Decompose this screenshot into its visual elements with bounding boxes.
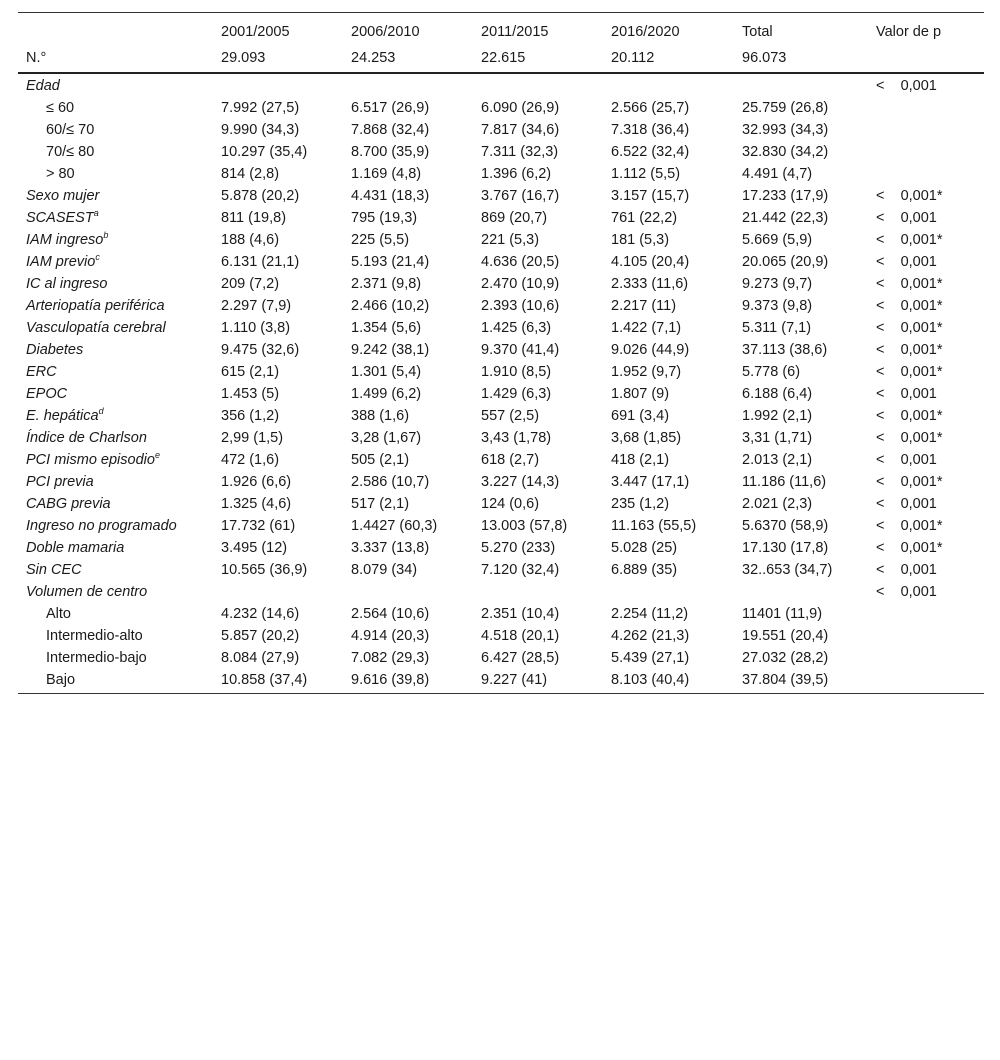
p-value-cell: < 0,001* [876, 540, 943, 556]
table-cell: 17.130 (17,8) [742, 540, 829, 556]
table-cell: 2.470 (10,9) [481, 276, 560, 292]
table-row [18, 581, 984, 603]
table-cell: 1.110 (3,8) [221, 320, 291, 336]
table-cell: 32.830 (34,2) [742, 144, 829, 160]
table-row [18, 361, 984, 383]
table-row [18, 647, 984, 669]
row-label [18, 119, 213, 141]
table-cell: 9.273 (9,7) [742, 276, 813, 292]
table-cell: 37.113 (38,6) [742, 342, 828, 358]
row-label [18, 295, 213, 317]
p-value-cell: < 0,001* [876, 518, 943, 534]
table-cell: 9.227 (41) [481, 672, 548, 688]
header-cell: 2016/2020 [611, 24, 680, 40]
table-cell [343, 581, 473, 603]
table-cell: 7.082 (29,3) [351, 650, 430, 666]
row-label-text: E. hepática [26, 408, 99, 424]
table-cell [603, 73, 734, 97]
row-label-text: Sin CEC [26, 562, 82, 578]
table-cell: 1.425 (6,3) [481, 320, 552, 336]
table-cell: 2.371 (9,8) [351, 276, 422, 292]
table-cell: 1.325 (4,6) [221, 496, 292, 512]
table-row [18, 163, 984, 185]
p-value-cell [868, 163, 984, 185]
table-cell: 9.475 (32,6) [221, 342, 300, 358]
row-label-text: PCI previa [26, 474, 94, 490]
row-label [18, 515, 213, 537]
table-cell: 1.4427 (60,3) [351, 518, 438, 534]
p-value-cell [868, 141, 984, 163]
p-value-cell: < 0,001* [876, 342, 943, 358]
table-cell: 9.616 (39,8) [351, 672, 430, 688]
row-label-text: PCI mismo episodio [26, 452, 155, 468]
footnote-marker: e [154, 450, 160, 461]
table-cell: 9.373 (9,8) [742, 298, 813, 314]
table-cell: 10.858 (37,4) [221, 672, 308, 688]
table-cell: 5.193 (21,4) [351, 254, 430, 270]
header-cell: 2001/2005 [221, 24, 290, 40]
table-cell: 181 (5,3) [611, 232, 670, 248]
table-cell: 188 (4,6) [221, 232, 280, 248]
p-value-cell: < 0,001 [876, 78, 937, 94]
table-row [18, 427, 984, 449]
table-cell: 761 (22,2) [611, 210, 678, 226]
table-cell: 2.013 (2,1) [742, 452, 813, 468]
p-value-cell: < 0,001 [876, 496, 937, 512]
table-cell: 7.868 (32,4) [351, 122, 430, 138]
table-cell: 235 (1,2) [611, 496, 670, 512]
table-cell: 221 (5,3) [481, 232, 540, 248]
row-label [18, 603, 213, 625]
table-row [18, 251, 984, 273]
table-cell: 209 (7,2) [221, 276, 280, 292]
table-row [18, 449, 984, 471]
table-cell: 1.396 (6,2) [481, 166, 552, 182]
table-cell: 3.337 (13,8) [351, 540, 430, 556]
p-value-cell: < 0,001 [876, 584, 937, 600]
table-cell: 9.990 (34,3) [221, 122, 300, 138]
p-value-cell: < 0,001* [876, 276, 943, 292]
p-value-cell [868, 625, 984, 647]
header-cell: 2011/2015 [481, 24, 549, 40]
table-cell: 1.429 (6,3) [481, 386, 552, 402]
n-row [18, 47, 984, 73]
table-cell: 8.103 (40,4) [611, 672, 690, 688]
row-label-text: 60/≤ 70 [46, 122, 95, 138]
row-label-text: EPOC [26, 386, 68, 402]
p-value-cell: < 0,001* [876, 430, 943, 446]
row-label [18, 493, 213, 515]
table-row [18, 625, 984, 647]
table-cell: 2.566 (25,7) [611, 100, 690, 116]
row-label [18, 229, 213, 251]
table-cell: 25.759 (26,8) [742, 100, 829, 116]
row-label [18, 185, 213, 207]
table-cell: 3.157 (15,7) [611, 188, 690, 204]
row-label [18, 141, 213, 163]
table-cell: 2.564 (10,6) [351, 606, 430, 622]
row-label [18, 97, 213, 119]
table-cell: 7.120 (32,4) [481, 562, 560, 578]
row-label-text: Bajo [46, 672, 76, 688]
p-value-cell: < 0,001 [876, 210, 937, 226]
table-cell: 4.431 (18,3) [351, 188, 430, 204]
p-value-cell: < 0,001* [876, 474, 943, 490]
table-row [18, 73, 984, 97]
n-row-label: N.° [18, 47, 213, 73]
table-cell: 2,99 (1,5) [221, 430, 284, 446]
row-label [18, 361, 213, 383]
table-cell: 27.032 (28,2) [742, 650, 829, 666]
row-label-text: Edad [26, 78, 60, 94]
footnote-marker: a [93, 208, 99, 219]
table-cell: 388 (1,6) [351, 408, 410, 424]
row-label-text: 70/≤ 80 [46, 144, 95, 160]
row-label-text: Índice de Charlson [26, 430, 147, 446]
table-header [18, 13, 984, 74]
table-cell: 5.778 (6) [742, 364, 801, 380]
table-cell: 5.669 (5,9) [742, 232, 813, 248]
table-cell [473, 73, 603, 97]
row-label [18, 559, 213, 581]
table-cell: 6.522 (32,4) [611, 144, 690, 160]
p-value-cell [868, 647, 984, 669]
table-cell: 6.517 (26,9) [351, 100, 430, 116]
table-cell: 7.992 (27,5) [221, 100, 300, 116]
row-label [18, 405, 213, 427]
table-row [18, 493, 984, 515]
table-cell [343, 73, 473, 97]
p-value-cell: < 0,001* [876, 364, 943, 380]
table-row [18, 207, 984, 229]
table-cell: 13.003 (57,8) [481, 518, 568, 534]
table-cell: 2.586 (10,7) [351, 474, 430, 490]
table-row [18, 603, 984, 625]
p-value-cell: < 0,001* [876, 298, 943, 314]
p-value-cell: < 0,001* [876, 232, 943, 248]
footnote-marker: c [95, 252, 100, 263]
row-label [18, 471, 213, 493]
table-cell: 2.393 (10,6) [481, 298, 560, 314]
row-label [18, 625, 213, 647]
table-cell [473, 581, 603, 603]
table-cell: 5.028 (25) [611, 540, 678, 556]
table-row [18, 229, 984, 251]
table-cell: 557 (2,5) [481, 408, 540, 424]
table-cell: 11.186 (11,6) [742, 474, 827, 490]
row-label-text: IAM previo [26, 254, 96, 270]
table-row [18, 515, 984, 537]
p-value-cell: < 0,001* [876, 320, 943, 336]
row-label-text: Alto [46, 606, 71, 622]
table-cell: 6.090 (26,9) [481, 100, 560, 116]
table-cell: 7.817 (34,6) [481, 122, 560, 138]
row-label-text: Intermedio-bajo [46, 650, 147, 666]
row-label-text: Diabetes [26, 342, 84, 358]
table-row [18, 471, 984, 493]
table-row [18, 669, 984, 694]
table-cell: 3,68 (1,85) [611, 430, 682, 446]
row-label [18, 581, 213, 603]
table-cell: 17.233 (17,9) [742, 188, 829, 204]
table-cell [603, 581, 734, 603]
header-cell: Valor de p [876, 24, 942, 40]
table-cell: 3.447 (17,1) [611, 474, 690, 490]
table-body [18, 73, 984, 694]
row-label [18, 163, 213, 185]
table-cell: 4.518 (20,1) [481, 628, 560, 644]
table-row [18, 383, 984, 405]
n-row-value: 22.615 [473, 47, 603, 73]
table-cell: 4.105 (20,4) [611, 254, 690, 270]
table-cell: 6.188 (6,4) [742, 386, 813, 402]
table-cell: 691 (3,4) [611, 408, 670, 424]
table-row [18, 295, 984, 317]
table-row [18, 273, 984, 295]
table-cell: 2.254 (11,2) [611, 606, 689, 622]
table-cell: 1.807 (9) [611, 386, 670, 402]
table-cell: 3,43 (1,78) [481, 430, 552, 446]
table-cell: 615 (2,1) [221, 364, 280, 380]
table-cell: 3.495 (12) [221, 540, 288, 556]
row-label-text: Ingreso no programado [26, 518, 177, 534]
table-cell: 2.466 (10,2) [351, 298, 430, 314]
row-label-text: SCASEST [26, 210, 94, 226]
table-cell: 5.270 (233) [481, 540, 556, 556]
table-row [18, 97, 984, 119]
table-cell: 618 (2,7) [481, 452, 540, 468]
p-value-cell: < 0,001 [876, 452, 937, 468]
table-cell [734, 581, 868, 603]
table-cell: 2.217 (11) [611, 298, 677, 314]
table-cell [213, 581, 343, 603]
table-cell: 2.351 (10,4) [481, 606, 560, 622]
table-cell: 814 (2,8) [221, 166, 280, 182]
row-label-text: ERC [26, 364, 57, 380]
header-cell: 2006/2010 [351, 24, 420, 40]
table-cell: 472 (1,6) [221, 452, 280, 468]
row-label [18, 273, 213, 295]
table-cell: 21.442 (22,3) [742, 210, 829, 226]
row-label [18, 449, 213, 471]
table-cell: 3,31 (1,71) [742, 430, 813, 446]
table-cell: 795 (19,3) [351, 210, 418, 226]
table-cell: 2.297 (7,9) [221, 298, 292, 314]
table-cell: 37.804 (39,5) [742, 672, 829, 688]
table-cell: 6.889 (35) [611, 562, 678, 578]
p-value-cell [868, 669, 984, 694]
row-label-text: CABG previa [26, 496, 111, 512]
p-value-cell: < 0,001 [876, 386, 937, 402]
row-label-text: ≤ 60 [46, 100, 75, 116]
table-cell: 1.499 (6,2) [351, 386, 422, 402]
table-cell: 7.311 (32,3) [481, 144, 559, 160]
table-row [18, 317, 984, 339]
table-cell: 1.910 (8,5) [481, 364, 552, 380]
p-value-cell: < 0,001 [876, 254, 937, 270]
table-cell: 811 (19,8) [221, 210, 287, 226]
row-label [18, 383, 213, 405]
p-value-cell: < 0,001* [876, 188, 943, 204]
p-value-cell: < 0,001 [876, 562, 937, 578]
table-cell: 1.422 (7,1) [611, 320, 682, 336]
header-cell [18, 13, 213, 48]
table-row [18, 537, 984, 559]
header-row [18, 13, 984, 48]
table-cell: 4.262 (21,3) [611, 628, 690, 644]
n-row-value: 29.093 [213, 47, 343, 73]
table-cell: 1.926 (6,6) [221, 474, 292, 490]
table-cell: 5.311 (7,1) [742, 320, 812, 336]
table-cell: 5.878 (20,2) [221, 188, 300, 204]
table-cell: 4.491 (4,7) [742, 166, 813, 182]
table-cell: 225 (5,5) [351, 232, 410, 248]
table-cell: 418 (2,1) [611, 452, 670, 468]
row-label-text: > 80 [46, 166, 75, 182]
p-value-cell [868, 119, 984, 141]
table-cell [734, 73, 868, 97]
table-cell: 32.993 (34,3) [742, 122, 829, 138]
table-cell: 11401 (11,9) [742, 606, 823, 622]
table-cell: 1.301 (5,4) [351, 364, 422, 380]
data-table-container [18, 12, 984, 694]
table-row [18, 119, 984, 141]
table-cell: 6.131 (21,1) [221, 254, 300, 270]
table-cell: 1.992 (2,1) [742, 408, 813, 424]
table-cell [213, 73, 343, 97]
row-label [18, 537, 213, 559]
table-cell: 4.914 (20,3) [351, 628, 430, 644]
p-value-cell [868, 603, 984, 625]
data-table [18, 12, 984, 694]
table-row [18, 141, 984, 163]
table-cell: 6.427 (28,5) [481, 650, 560, 666]
table-row [18, 405, 984, 427]
n-row-value: 20.112 [603, 47, 734, 73]
table-cell: 2.021 (2,3) [742, 496, 813, 512]
row-label [18, 207, 213, 229]
table-cell: 8.084 (27,9) [221, 650, 300, 666]
table-cell: 1.453 (5) [221, 386, 280, 402]
table-cell: 11.163 (55,5) [611, 518, 697, 534]
table-cell: 9.026 (44,9) [611, 342, 690, 358]
row-label-text: Vasculopatía cerebral [26, 320, 166, 336]
row-label [18, 427, 213, 449]
footnote-marker: b [103, 230, 109, 241]
n-row-value [868, 47, 984, 73]
table-row [18, 185, 984, 207]
row-label-text: IC al ingreso [26, 276, 108, 292]
table-cell: 10.565 (36,9) [221, 562, 308, 578]
row-label [18, 251, 213, 273]
row-label-text: Volumen de centro [26, 584, 148, 600]
row-label [18, 647, 213, 669]
table-cell: 517 (2,1) [351, 496, 410, 512]
table-cell: 2.333 (11,6) [611, 276, 689, 292]
table-cell: 5.857 (20,2) [221, 628, 300, 644]
table-cell: 1.354 (5,6) [351, 320, 422, 336]
table-cell: 505 (2,1) [351, 452, 410, 468]
table-cell: 1.112 (5,5) [611, 166, 681, 182]
row-label-text: Doble mamaria [26, 540, 125, 556]
table-cell: 4.232 (14,6) [221, 606, 300, 622]
row-label [18, 339, 213, 361]
table-cell: 3,28 (1,67) [351, 430, 422, 446]
row-label-text: IAM ingreso [26, 232, 104, 248]
p-value-cell [868, 97, 984, 119]
table-cell: 3.767 (16,7) [481, 188, 560, 204]
table-cell: 10.297 (35,4) [221, 144, 308, 160]
table-cell: 32..653 (34,7) [742, 562, 833, 578]
footnote-marker: d [98, 406, 104, 417]
table-cell: 8.700 (35,9) [351, 144, 430, 160]
p-value-cell: < 0,001* [876, 408, 943, 424]
table-cell: 9.242 (38,1) [351, 342, 430, 358]
row-label-text: Arteriopatía periférica [26, 298, 165, 314]
row-label-text: Sexo mujer [26, 188, 100, 204]
row-label [18, 669, 213, 694]
header-cell: Total [742, 24, 773, 40]
table-cell: 124 (0,6) [481, 496, 540, 512]
table-cell: 7.318 (36,4) [611, 122, 690, 138]
table-cell: 9.370 (41,4) [481, 342, 560, 358]
table-cell: 1.169 (4,8) [351, 166, 422, 182]
table-cell: 869 (20,7) [481, 210, 548, 226]
table-cell: 356 (1,2) [221, 408, 280, 424]
table-cell: 5.6370 (58,9) [742, 518, 829, 534]
table-cell: 17.732 (61) [221, 518, 296, 534]
table-cell: 8.079 (34) [351, 562, 418, 578]
table-cell: 5.439 (27,1) [611, 650, 690, 666]
row-label-text: Intermedio-alto [46, 628, 143, 644]
table-cell: 19.551 (20,4) [742, 628, 829, 644]
n-row-value: 24.253 [343, 47, 473, 73]
table-cell: 20.065 (20,9) [742, 254, 829, 270]
table-row [18, 559, 984, 581]
n-row-value: 96.073 [734, 47, 868, 73]
table-cell: 3.227 (14,3) [481, 474, 560, 490]
table-row [18, 339, 984, 361]
table-cell: 1.952 (9,7) [611, 364, 682, 380]
row-label [18, 73, 213, 97]
table-cell: 4.636 (20,5) [481, 254, 560, 270]
row-label [18, 317, 213, 339]
